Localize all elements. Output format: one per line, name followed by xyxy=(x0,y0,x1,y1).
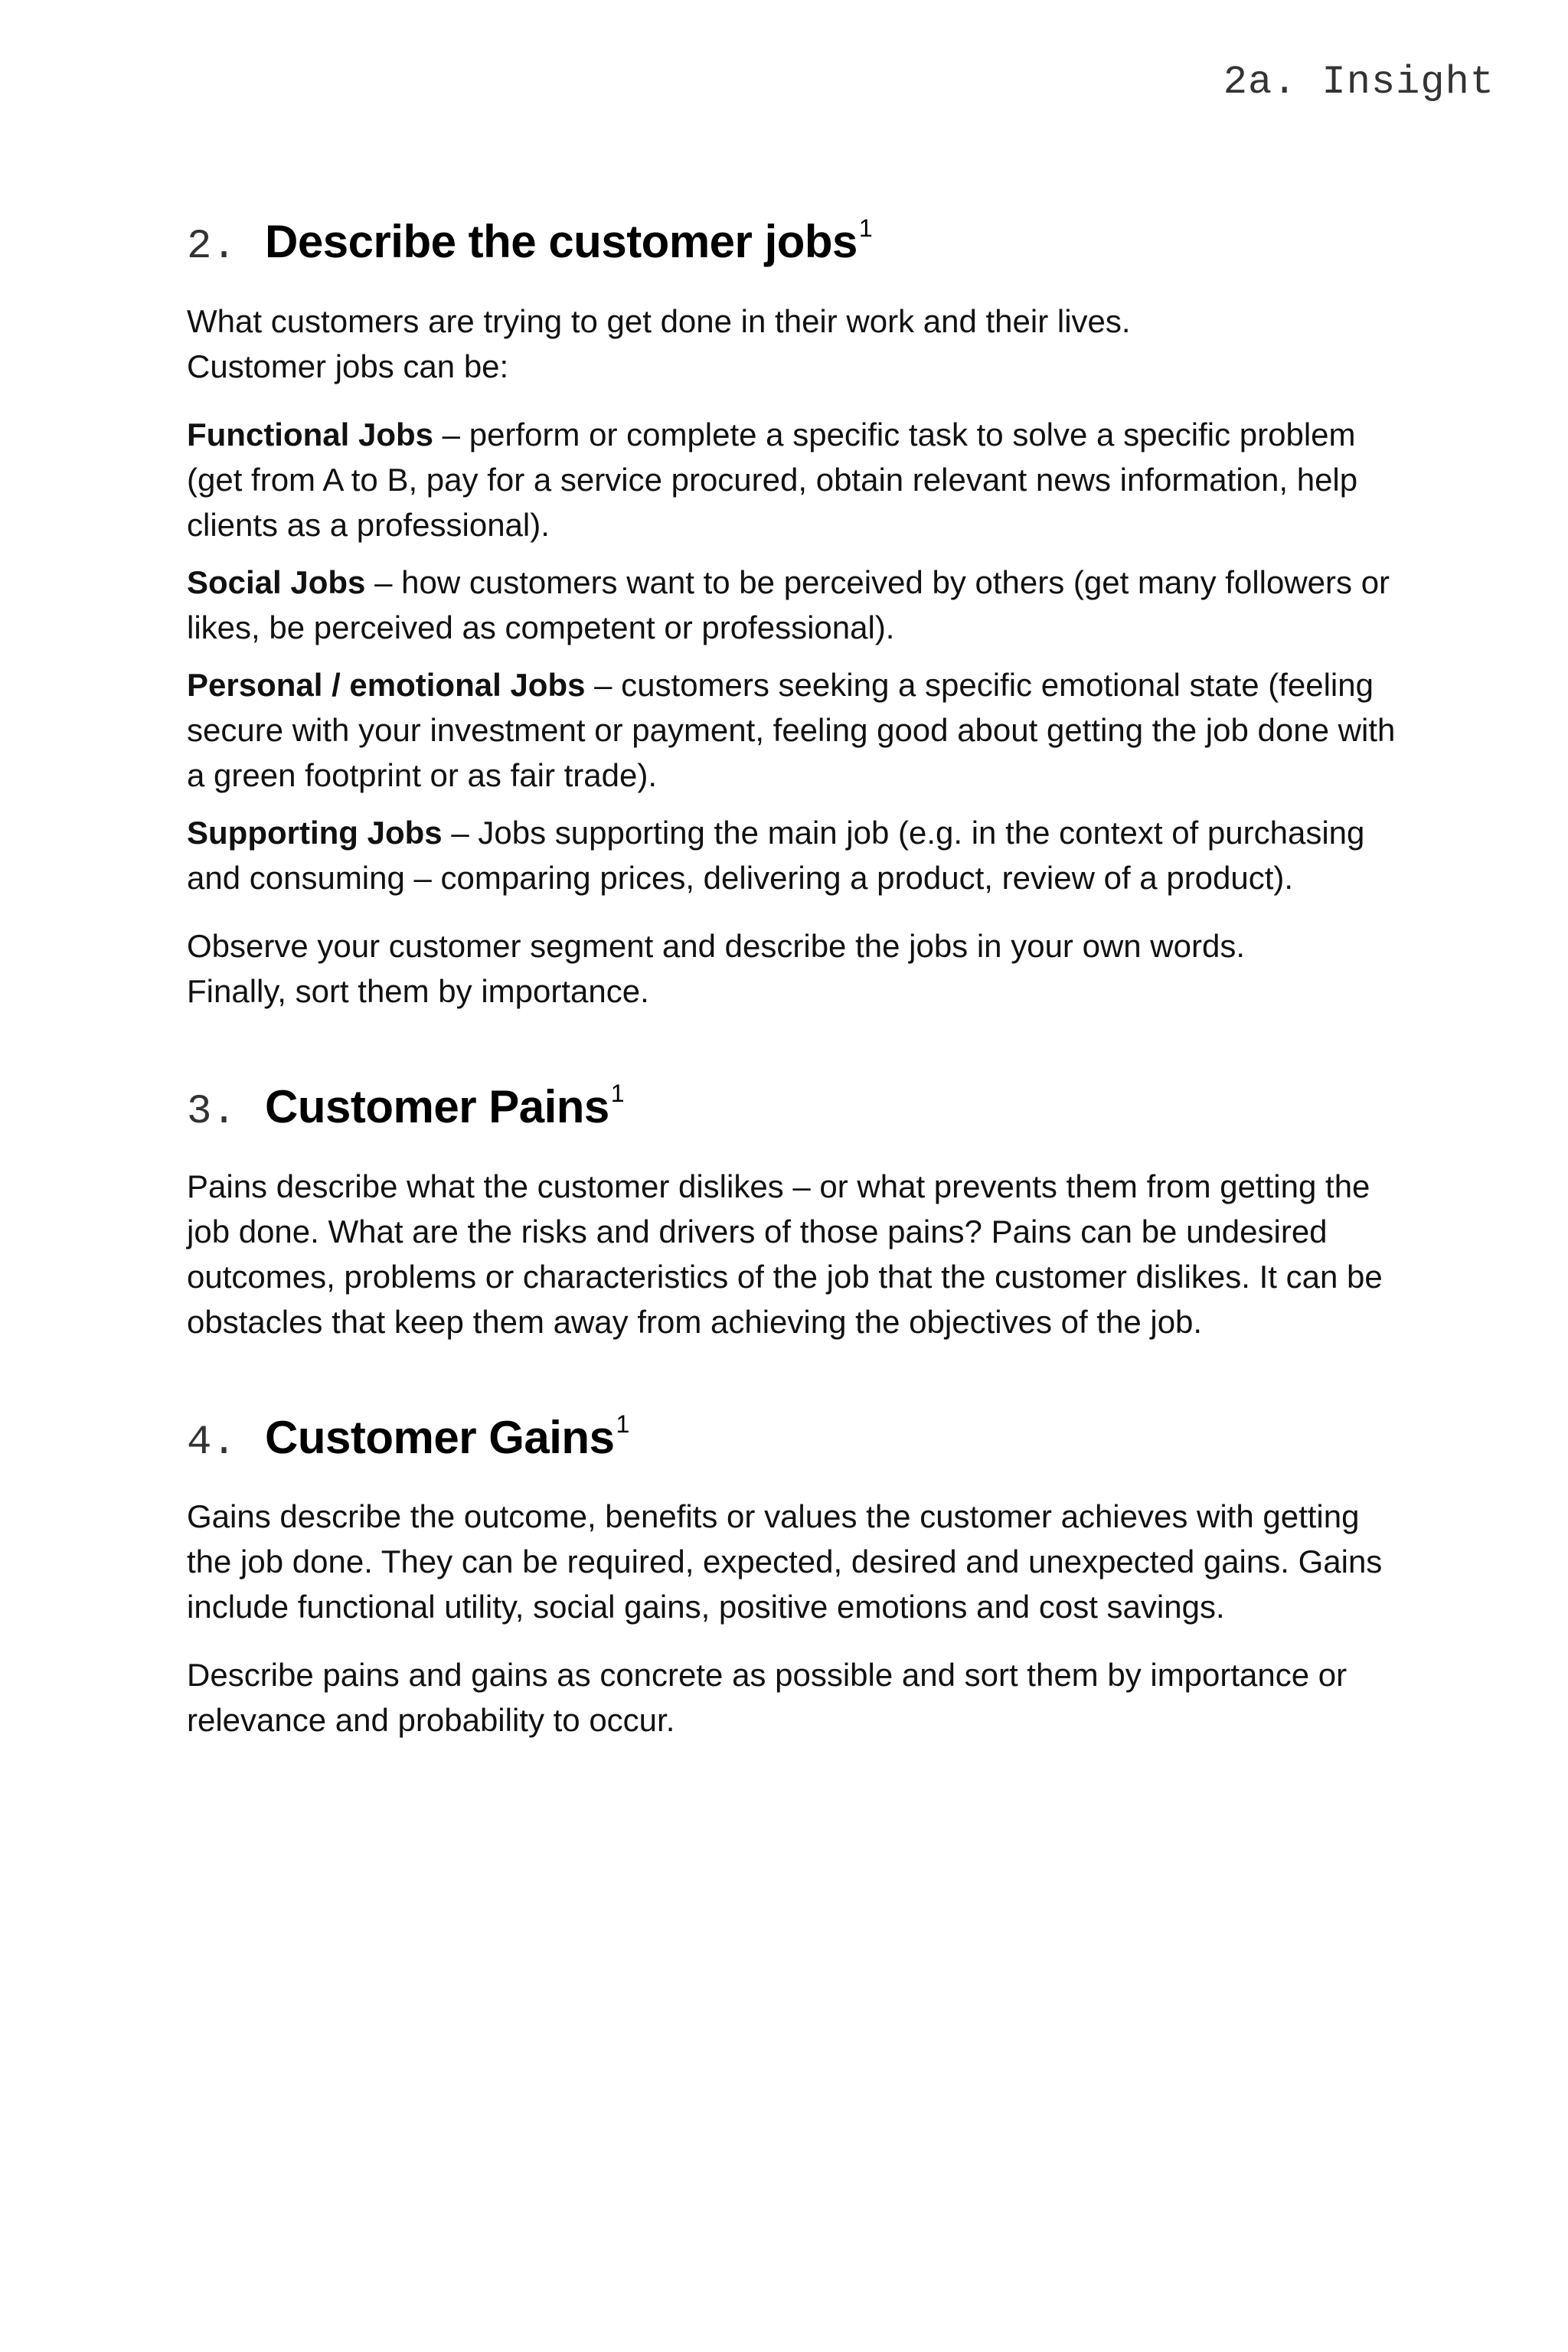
definition-text: – how customers want to be perceived by others (get many followers or likes, be perceived as competent or professional). xyxy=(187,564,1390,645)
footnote-ref: 1 xyxy=(616,1410,629,1438)
section-customer-pains xyxy=(187,1080,1396,1344)
intro-paragraph xyxy=(187,299,1396,389)
section-title-text: Customer Gains xyxy=(265,1411,615,1463)
intro-line: What customers are trying to get done in their work and their lives. xyxy=(187,302,1131,339)
body-paragraph: Gains describe the outcome, benefits or values the customer achieves with getting the job done. They can be required, expected, desired and unexpected gains. Gains include functional utility, social gains, positive emotions and cost savings. xyxy=(187,1498,1383,1625)
definition-term: Personal / emotional Jobs xyxy=(187,666,586,703)
section-title-text: Customer Pains xyxy=(265,1080,609,1132)
definition-text: – perform or complete a specific task to solve a specific problem (get from A to B, pay for a service procured, obtain relevant news information, help clients as a professional). xyxy=(187,416,1358,543)
section-title xyxy=(265,1410,629,1465)
section-title xyxy=(265,1080,624,1135)
section-number: 4. xyxy=(187,1419,237,1466)
section-customer-jobs xyxy=(187,214,1396,1014)
definition-text: – Jobs supporting the main job (e.g. in the context of purchasing and consuming – comparing prices, delivering a product, review of a product). xyxy=(187,814,1365,896)
definition-text: – customers seeking a specific emotional state (feeling secure with your investment or payment, feeling good about getting the job done with a green footprint or as fair trade). xyxy=(187,666,1396,793)
definition-emotional-jobs xyxy=(187,662,1396,798)
section-heading xyxy=(187,214,1396,273)
body-paragraph: Describe pains and gains as concrete as possible and sort them by importance or relevance and probability to occur. xyxy=(187,1657,1348,1739)
section-title xyxy=(265,214,872,270)
body-paragraph: Pains describe what the customer dislikes – or what prevents them from getting the job done. What are the risks and drivers of those pains? Pains can be undesired outcomes, problems or characteristics of the job that the customer dislikes. It can be obstacles that keep them away from achieving the objectives of the job. xyxy=(187,1168,1383,1340)
footnote-ref: 1 xyxy=(858,214,873,242)
section-title-text: Describe the customer jobs xyxy=(265,216,858,267)
footnote-ref: 1 xyxy=(610,1079,625,1107)
section-heading xyxy=(187,1410,1396,1468)
outro-line: Finally, sort them by importance. xyxy=(187,972,649,1009)
definition-supporting-jobs xyxy=(187,810,1396,900)
section-number: 2. xyxy=(187,224,237,270)
page-section-label: 2a. Insight xyxy=(1223,60,1494,105)
definition-term: Social Jobs xyxy=(187,564,366,600)
definition-social-jobs xyxy=(187,560,1396,650)
definition-term: Functional Jobs xyxy=(187,416,434,452)
outro-paragraph xyxy=(187,923,1396,1014)
outro-line: Observe your customer segment and describe the jobs in your own words. xyxy=(187,927,1246,964)
definition-term: Supporting Jobs xyxy=(187,814,443,851)
definition-functional-jobs xyxy=(187,412,1396,547)
page-content xyxy=(187,214,1396,1743)
section-number: 3. xyxy=(187,1088,237,1135)
section-customer-gains xyxy=(187,1410,1396,1743)
section-heading xyxy=(187,1080,1396,1138)
intro-line: Customer jobs can be: xyxy=(187,348,509,384)
